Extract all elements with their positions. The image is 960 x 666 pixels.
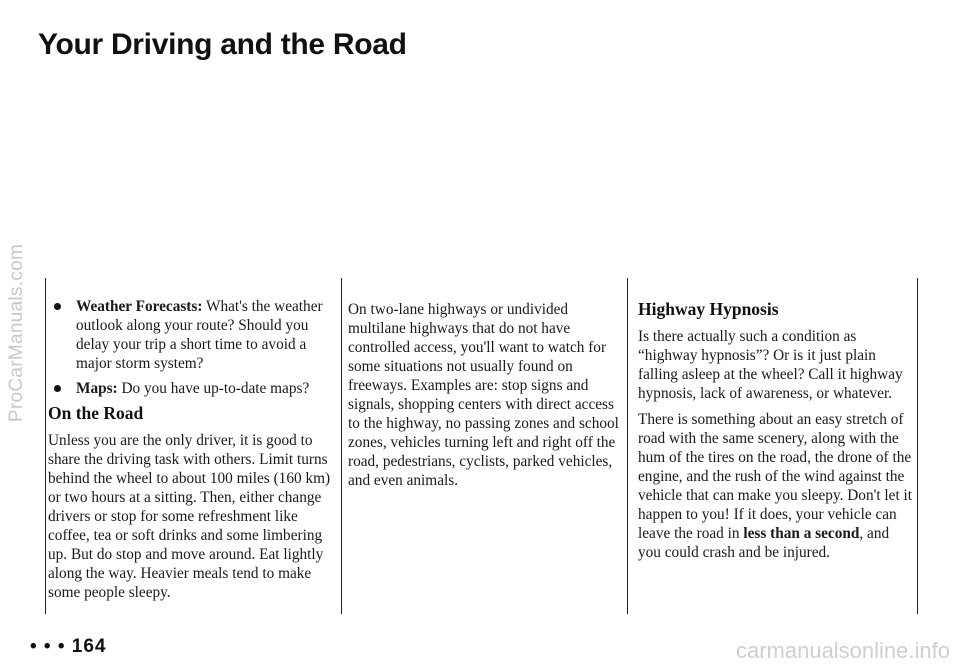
on-the-road-paragraph: Unless you are the only driver, it is good to share the driving task with others. Limit turns behind the wheel to about 100 miles (160 km) or two hours at a sitting. Then, either change drivers or stop for some refreshment like coffee, tea or soft drinks and some limbering up. But do stop and move around. Eat lightly along the way. Heavier meals tend to make some people sleepy. bbox=[48, 432, 331, 601]
section-heading-on-the-road: On the Road bbox=[48, 403, 144, 423]
bullet-icon bbox=[54, 385, 61, 392]
checklist bbox=[48, 297, 338, 398]
page-number-value: 164 bbox=[71, 636, 107, 657]
two-lane-highways-paragraph: On two-lane highways or undivided multilane highways that do not have controlled access, you'll want to watch for some situations not usually found on freeways. Examples are: stop signs and signals, shopping centers with direct access to the highway, no passing zones and school zones, vehicles turning left and right off the road, pedestrians, cyclists, parked vehicles, and even animals. bbox=[348, 301, 619, 489]
column-divider-left bbox=[45, 278, 46, 614]
side-watermark-text: ProCarManuals.com bbox=[6, 243, 27, 423]
highway-hypnosis-paragraph-2 bbox=[638, 410, 914, 562]
footer-watermark: carmanualsonline.info bbox=[735, 638, 950, 663]
column-divider-middle bbox=[341, 278, 342, 614]
column-divider-right-a bbox=[627, 278, 628, 614]
list-item-term: Weather Forecasts: bbox=[76, 298, 203, 315]
list-item bbox=[48, 297, 338, 373]
emphasis-text: less than a second bbox=[743, 525, 860, 542]
bullet-icon bbox=[54, 303, 61, 310]
section-heading-highway-hypnosis: Highway Hypnosis bbox=[638, 299, 779, 319]
side-watermark bbox=[4, 0, 30, 666]
page-number bbox=[30, 636, 107, 658]
column-left bbox=[48, 297, 338, 609]
list-item bbox=[48, 379, 338, 398]
list-item-text: What's the weather outlook along your route? Should you delay your trip a short time to avoid a major storm system? bbox=[76, 298, 323, 372]
highway-hypnosis-paragraph-1: Is there actually such a condition as “highway hypnosis”? Or is it just plain falling asleep at the wheel? Call it highway hypnosis, lack of awareness, or whatever. bbox=[638, 328, 903, 402]
page-title: Your Driving and the Road bbox=[38, 28, 407, 61]
column-middle bbox=[348, 300, 624, 497]
paragraph-text: , and you could crash and be injured. bbox=[638, 525, 890, 561]
paragraph-text: There is something about an easy stretch of road with the same scenery, along with the hum of the tires on the road, the drone of the engine, and the rush of the wind against the vehicle that can make you sleepy. Don't let it happen to you! If it does, your vehicle can leave the road in bbox=[638, 411, 913, 542]
list-item-term: Maps: bbox=[76, 380, 118, 397]
column-right bbox=[638, 300, 914, 569]
page-number-dots: • • • bbox=[30, 636, 66, 657]
list-item-text: Do you have up-to-date maps? bbox=[117, 380, 310, 397]
column-divider-right-b bbox=[917, 278, 918, 614]
